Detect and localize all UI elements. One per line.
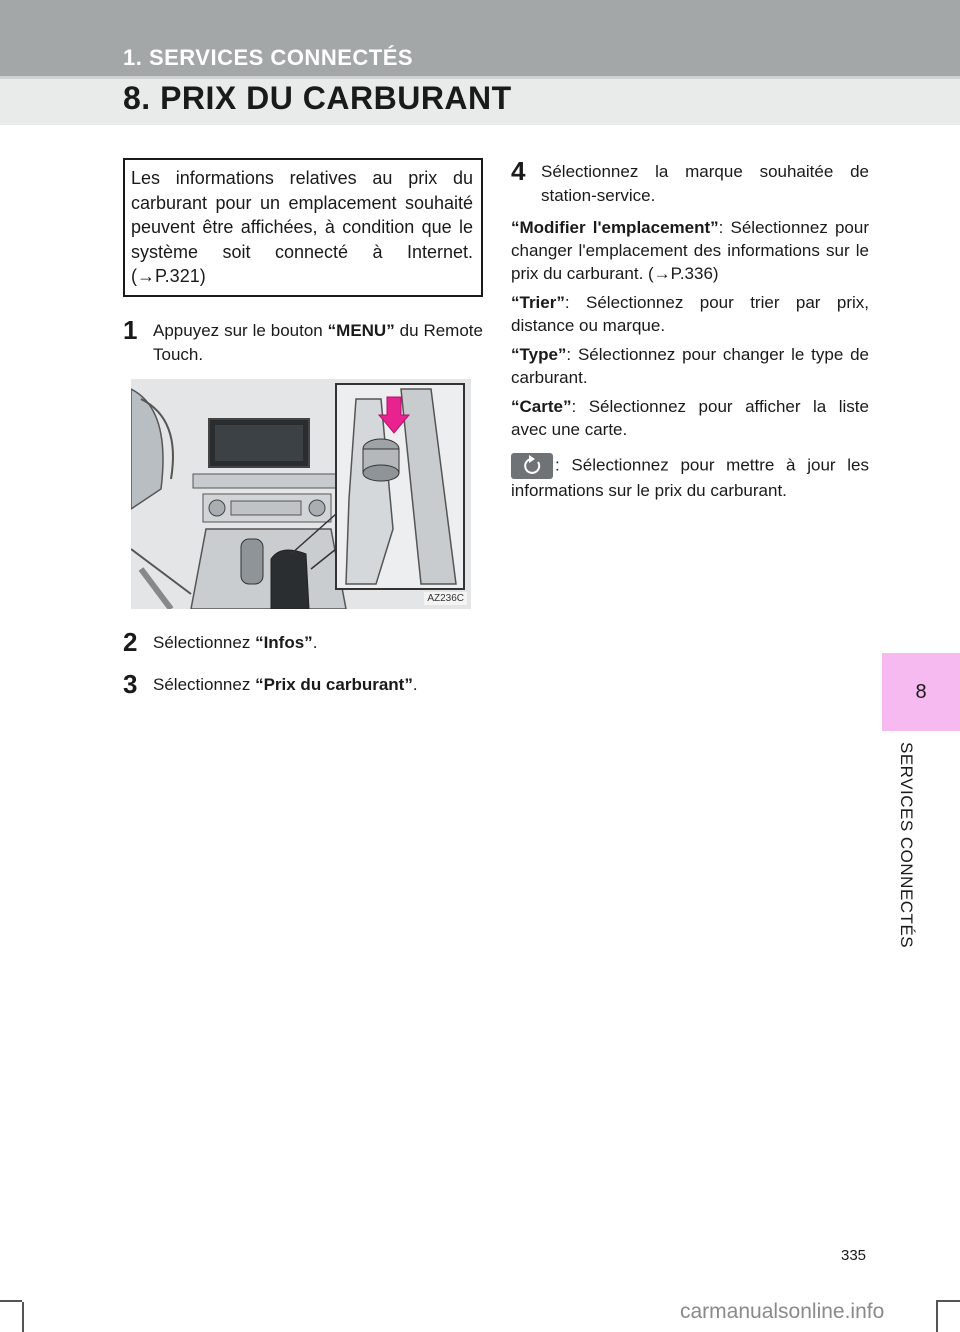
- refresh-icon: [511, 453, 553, 479]
- crop-mark: [22, 1302, 24, 1332]
- step-3: [123, 668, 483, 699]
- step-text-after: .: [412, 674, 418, 694]
- crop-mark: [0, 1300, 22, 1302]
- step-number: 3: [123, 668, 138, 699]
- refresh-note: [511, 453, 869, 502]
- refresh-note-text: : Sélectionnez pour mettre à jour les informations sur le prix du carburant.: [511, 455, 869, 500]
- watermark: carmanualsonline.info: [680, 1300, 885, 1323]
- page-title: 8. PRIX DU CARBURANT: [123, 80, 512, 116]
- option-keyword: “Trier”: [511, 293, 565, 312]
- option-text: : Sélectionnez pour changer l'emplacement des informations sur le prix du carburant. (→P.336): [511, 218, 869, 283]
- step-text: [153, 671, 483, 697]
- step-keyword: “Prix du carburant”: [255, 674, 413, 694]
- dashboard-illustration: [131, 379, 471, 609]
- section-label: 1. SERVICES CONNECTÉS: [123, 45, 414, 70]
- step-1: [123, 314, 483, 367]
- step-text: [541, 158, 869, 208]
- step-text-before: Sélectionnez la marque souhaitée de station-service.: [541, 162, 869, 205]
- step-text-before: Sélectionnez: [153, 674, 256, 694]
- option-trier: [511, 291, 869, 337]
- step-number: 2: [123, 626, 138, 657]
- option-text: : Sélectionnez pour changer le type de carburant.: [511, 345, 869, 387]
- chapter-number: 8: [915, 680, 927, 703]
- chapter-tab: [882, 653, 960, 731]
- dashboard-drawing: [131, 379, 471, 609]
- figure-code: AZ236C: [424, 592, 467, 605]
- step-keyword: “MENU”: [327, 320, 395, 340]
- page-number: 335: [841, 1247, 867, 1264]
- option-type: [511, 343, 869, 389]
- step-text-before: Sélectionnez: [153, 632, 256, 652]
- intro-box: [123, 158, 483, 297]
- option-text: : Sélectionnez pour trier par prix, distance ou marque.: [511, 293, 869, 335]
- step-text: [153, 317, 483, 367]
- option-modifier-emplacement: [511, 216, 869, 285]
- right-column: [511, 158, 869, 508]
- option-keyword: “Modifier l'emplacement”: [511, 218, 719, 237]
- step-text: [153, 629, 483, 655]
- step-4: [511, 158, 869, 208]
- option-carte: [511, 395, 869, 441]
- intro-text: Les informations relatives au prix du carburant pour un emplacement souhaité peuvent être affichées, à condition que le système soit connecté à Internet. (→P.321): [131, 168, 473, 286]
- option-keyword: “Carte”: [511, 397, 572, 416]
- option-text: : Sélectionnez pour afficher la liste avec une carte.: [511, 397, 869, 439]
- left-column: [123, 158, 483, 697]
- chapter-label: SERVICES CONNECTÉS: [897, 742, 916, 949]
- step-text-after: du Remote Touch.: [153, 320, 483, 364]
- step-number: 4: [511, 156, 526, 186]
- crop-mark: [936, 1302, 938, 1332]
- options-list: [511, 216, 869, 502]
- step-number: 1: [123, 314, 138, 345]
- crop-mark: [936, 1300, 960, 1302]
- step-keyword: “Infos”: [255, 632, 313, 652]
- step-text-after: .: [312, 632, 318, 652]
- option-keyword: “Type”: [511, 345, 567, 364]
- step-text-before: Appuyez sur le bouton: [153, 320, 328, 340]
- step-2: [123, 626, 483, 657]
